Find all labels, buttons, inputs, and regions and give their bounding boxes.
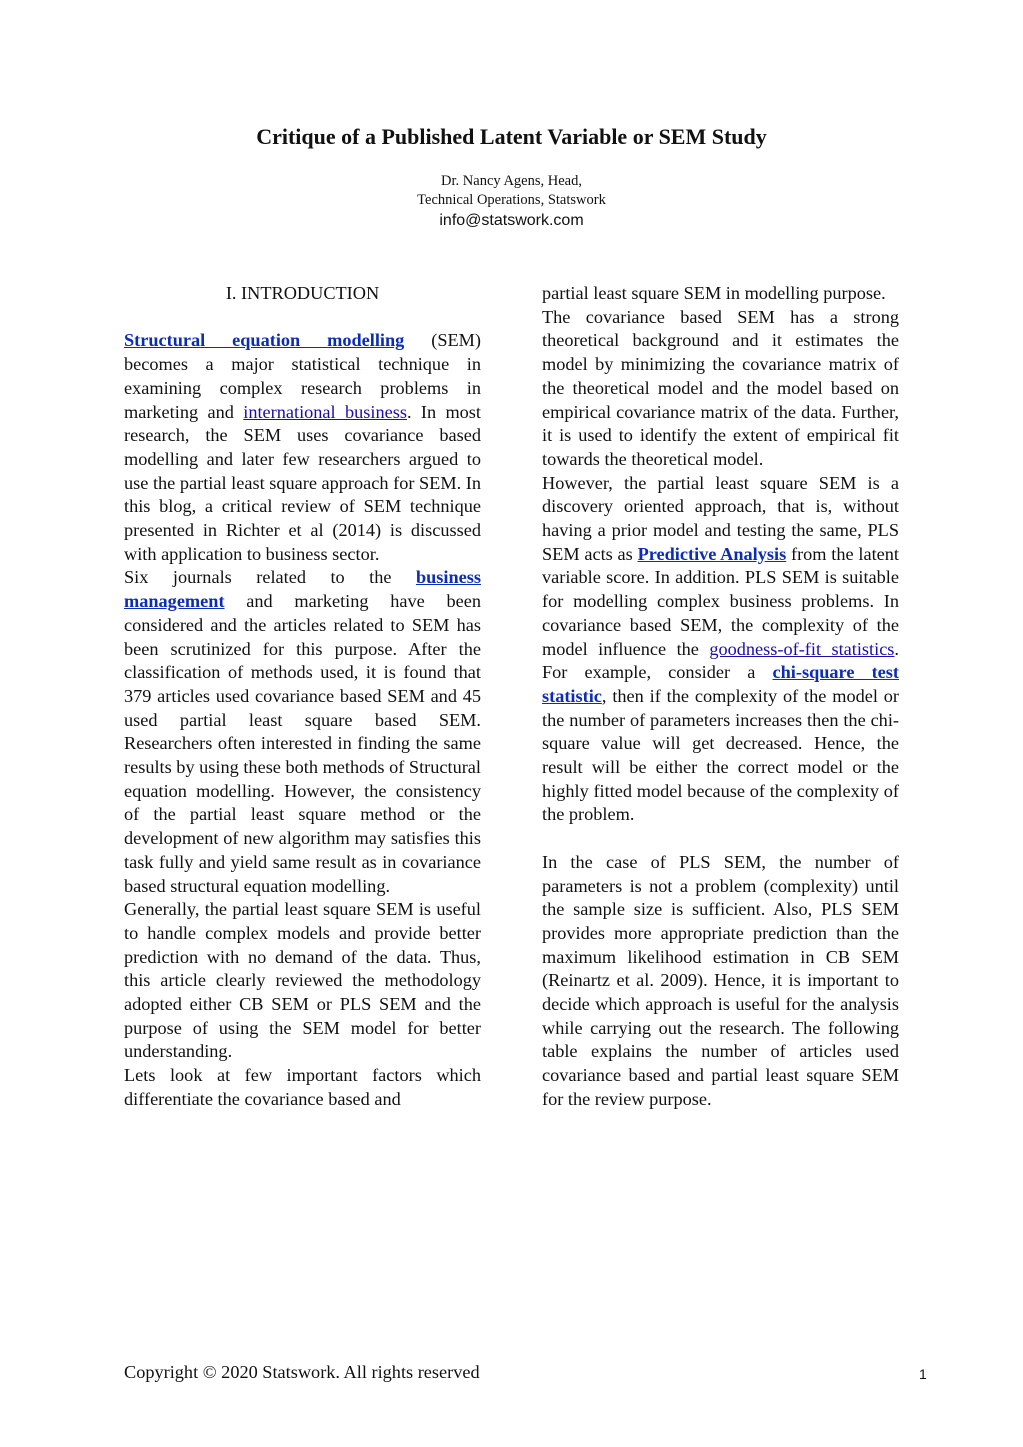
paragraph: In the case of PLS SEM, the number of parameters is not a problem (complexity) until the sample size is sufficient. Also, PLS SEM provides more appropriate prediction than the maximum likelihood estimation in CB SEM (Reinartz et al. 2009). Hence, it is important to decide which approach is useful for the analysis while carrying out the research. The following table explains the number of articles used covariance based and partial least square SEM for the review purpose. — [542, 851, 899, 1109]
paragraph: Lets look at few important factors which differentiate the covariance based and — [124, 1065, 481, 1109]
paragraph: Generally, the partial least square SEM is useful to handle complex models and provide better prediction with no demand of the data. Thus, this article clearly reviewed the methodology adopted either CB SEM or PLS SEM and the purpose of using the SEM model for better understanding. — [124, 899, 481, 1062]
author-email: info@statswork.com — [439, 212, 584, 229]
paragraph: partial least square SEM in modelling purpose. — [542, 283, 886, 303]
document-title: Critique of a Published Latent Variable or SEM Study — [256, 124, 767, 149]
link-chi-square-test-statistic[interactable]: chi-square test statistic — [542, 662, 899, 706]
section-heading: I. INTRODUCTION — [225, 283, 380, 303]
paragraph-text: from the latent variable score. In addition. PLS SEM is suitable for modelling complex business problems. In covariance based SEM, the complexity of the model influence the — [542, 543, 900, 659]
link-structural-equation-modelling[interactable]: Structural equation modelling — [124, 330, 405, 351]
page-number: 1 — [919, 1366, 927, 1382]
link-predictive-analysis[interactable]: Predictive Analysis — [637, 543, 787, 564]
link-goodness-of-fit-statistics[interactable]: goodness-of-fit statistics — [709, 638, 895, 659]
paragraph-text: (SEM) becomes a major statistical technique in examining complex research problems in marketing and — [124, 330, 482, 422]
left-column — [124, 282, 481, 1112]
paragraph-text: . In most research, the SEM uses covariance based modelling and later few researchers argued to use the partial least square approach for SEM. In this blog, a critical review of SEM technique presented in Richter et al (2014) is discussed with application to business sector. — [124, 401, 481, 564]
paragraph-text: Six journals related to the — [124, 567, 416, 588]
paragraph-text: and marketing have been considered and the articles related to SEM has been scrutinized for this purpose. After the classification of methods used, it is found that 379 articles used covariance based SEM and 45 used partial least square based SEM. Researchers often interested in finding the same results by using these both methods of Structural equation modelling. However, the consistency of the partial least square method or the development of new algorithm may satisfies this task fully and yield same result as in covariance based structural equation modelling. — [124, 591, 481, 896]
paragraph-text: . For example, consider a — [542, 638, 899, 683]
author-affiliation: Technical Operations, Statswork — [417, 192, 606, 208]
paragraph-text: However, the partial least square SEM is a discovery oriented approach, that is, without having a prior model and testing the same, PLS SEM acts as — [542, 472, 899, 564]
footer-copyright: Copyright © 2020 Statswork. All rights reserved — [124, 1362, 480, 1382]
paragraph — [542, 472, 899, 828]
paragraph — [124, 566, 481, 898]
link-business-management[interactable]: business management — [124, 567, 481, 612]
paragraph: The covariance based SEM has a strong theoretical background and it estimates the model by minimizing the covariance matrix of the theoretical model and the model based on empirical covariance matrix of the data. Further, it is used to identify the extent of empirical fit towards the theoretical model. — [542, 306, 899, 469]
paragraph-spacer — [542, 827, 899, 851]
link-international-business[interactable]: international business — [243, 401, 407, 422]
right-column — [542, 282, 899, 1112]
paragraph-text: , then if the complexity of the model or the number of parameters increases then the chi-square value will get decreased. Hence, the result will be either the correct model or the highly fitted model because of the complexity of the problem. — [542, 685, 899, 825]
paragraph — [124, 329, 481, 566]
author-name: Dr. Nancy Agens, Head, — [441, 173, 582, 189]
